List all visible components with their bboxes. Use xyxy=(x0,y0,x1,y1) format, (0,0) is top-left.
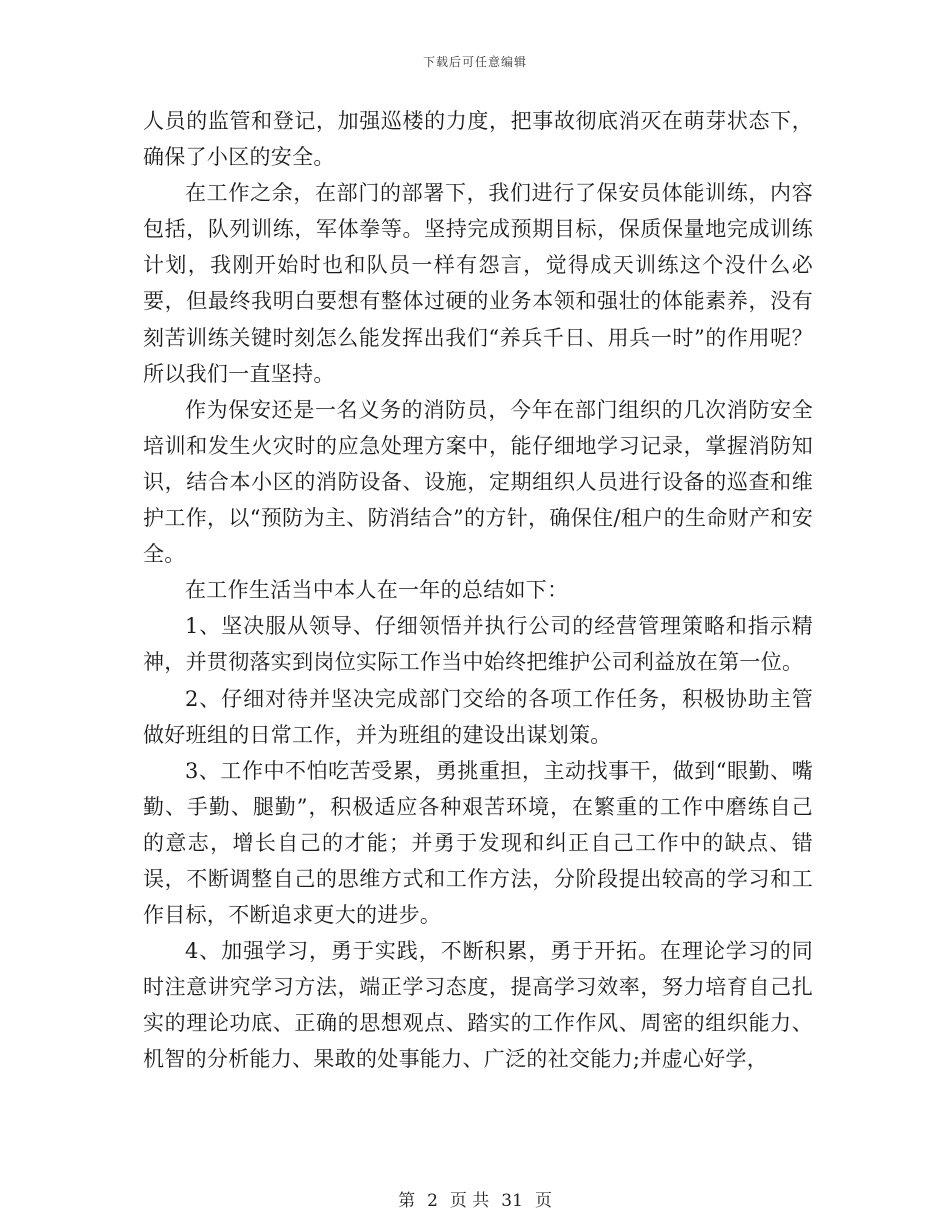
page-footer xyxy=(0,1186,950,1211)
footer-suffix: 页 xyxy=(534,1191,552,1211)
paragraph-4: 在工作生活当中本人在一年的总结如下： xyxy=(185,578,569,603)
page-header: 下载后可任意编辑 xyxy=(422,55,527,69)
paragraph-5: 1、坚决服从领导、仔细领悟并执行公司的经营管理策略和指示精神，并贯彻落实到岗位实际工作当中始终把维护公司利益放在第一位。 xyxy=(143,614,813,675)
footer-mid: 页 共 xyxy=(449,1191,490,1211)
paragraph-2: 在工作之余，在部门的部署下，我们进行了保安员体能训练，内容包括，队列训练，军体拳等。坚持完成预期目标，保质保量地完成训练计划，我刚开始时也和队员一样有怨言，觉得成天训练这个没什么必要，但最终我明白要想有整体过硬的业务本领和强壮的体能素养，没有刻苦训练关键时刻怎么能发挥出我们“养兵千日、用兵一时”的作用呢？所以我们一直坚持。 xyxy=(143,181,813,386)
paragraph-8: 4、加强学习，勇于实践，不断积累，勇于开拓。在理论学习的同时注意讲究学习方法，端正学习态度，提高学习效率，努力培育自己扎实的理论功底、正确的思想观点、踏实的工作作风、周密的组织能力、机智的分析能力、果敢的处事能力、广泛的社交能力;并虚心好学， xyxy=(143,939,813,1072)
footer-page-number: 2 xyxy=(427,1191,438,1211)
document-body xyxy=(143,103,813,1078)
paragraph-7: 3、工作中不怕吃苦受累，勇挑重担，主动找事干，做到“眼勤、嘴勤、手勤、腿勤”，积极适应各种艰苦环境，在繁重的工作中磨练自己的意志，增长自己的才能；并勇于发现和纠正自己工作中的缺点、错误，不断调整自己的思维方式和工作方法，分阶段提出较高的学习和工作目标，不断追求更大的进步。 xyxy=(143,758,813,928)
footer-total-pages: 31 xyxy=(501,1191,523,1211)
paragraph-3: 作为保安还是一名义务的消防员，今年在部门组织的几次消防安全培训和发生火灾时的应急处理方案中，能仔细地学习记录，掌握消防知识，结合本小区的消防设备、设施，定期组织人员进行设备的巡查和维护工作，以“预防为主、防消结合”的方针，确保住/租户的生命财产和安全。 xyxy=(143,397,813,567)
paragraph-1: 人员的监管和登记，加强巡楼的力度，把事故彻底消灭在萌芽状态下，确保了小区的安全。 xyxy=(143,109,813,170)
paragraph-6: 2、仔细对待并坚决完成部门交给的各项工作任务，积极协助主管做好班组的日常工作，并为班组的建设出谋划策。 xyxy=(143,686,813,747)
footer-prefix: 第 xyxy=(398,1191,416,1211)
